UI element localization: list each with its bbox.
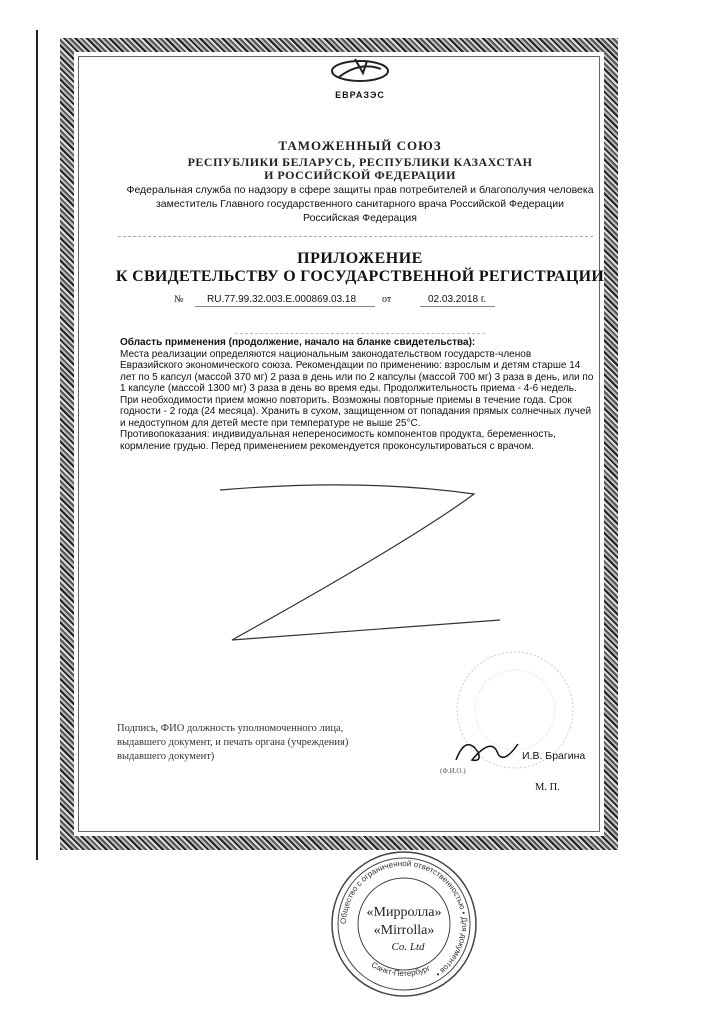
seal-label: М. П. bbox=[535, 782, 560, 793]
body-section bbox=[120, 337, 595, 452]
z-cancel-mark bbox=[212, 480, 502, 650]
body-paragraph: Места реализации определяются национальным законодательством государств-членов Евразийского экономического союза. Рекомендации по применению: взрослым и детям старше 14 лет по 5 капсул (массой 370 мг) 2 раза в день или по 2 капсулы (массой 700 мг) 3 раза в день, или по 1 капсуле (массой 1300 мг) 3 раза в день во время еды. Продолжительность приема - 4-6 недель. При необходимости прием можно повторить. Возможны повторные приемы в течение года. Срок годности - 2 года (24 месяца). Хранить в сухом, защищенном от попадания прямых солнечных лучей и недоступном для детей месте при температуре не выше 25°С. bbox=[120, 348, 594, 429]
header-republics: РЕСПУБЛИКИ БЕЛАРУСЬ, РЕСПУБЛИКИ КАЗАХСТАН bbox=[187, 155, 533, 169]
signature-caption: Подпись, ФИО должность уполномоченного лица, выдавшего документ, и печать органа (учреждения) выдавшего документ) bbox=[117, 723, 349, 762]
agency-line: Федеральная служба по надзору в сфере защиты прав потребителей и благополучия человека bbox=[126, 184, 594, 196]
reg-underline bbox=[420, 306, 495, 307]
divider bbox=[235, 333, 485, 334]
doc-title: ПРИЛОЖЕНИЕ bbox=[297, 250, 423, 267]
doc-subtitle: К СВИДЕТЕЛЬСТВУ О ГОСУДАРСТВЕННОЙ РЕГИСТРАЦИИ bbox=[115, 268, 605, 285]
stamp-name-en: «Mirrolla» bbox=[373, 923, 435, 938]
agency-block bbox=[80, 183, 640, 225]
header-union: ТАМОЖЕННЫЙ СОЮЗ bbox=[278, 138, 442, 153]
emblem-label: ЕВРАЗЭС bbox=[335, 90, 385, 100]
scan-edge-line bbox=[36, 30, 38, 860]
divider bbox=[118, 236, 593, 237]
stamp-bottom-text: Санкт-Петербург bbox=[369, 960, 432, 979]
header-russia: И РОССИЙСКОЙ ФЕДЕРАЦИИ bbox=[264, 168, 456, 182]
contraindications: Противопоказания: индивидуальная непереносимость компонентов продукта, беременность, кормление грудью. Перед применением рекомендуется проконсультироваться с врачом. bbox=[120, 429, 556, 452]
reg-date: 02.03.2018 г. bbox=[428, 294, 487, 305]
company-stamp bbox=[330, 850, 478, 998]
agency-line: Российская Федерация bbox=[303, 212, 417, 224]
reg-number: RU.77.99.32.003.Е.000869.03.18 bbox=[207, 294, 357, 305]
stamp-suffix: Co. Ltd bbox=[391, 941, 425, 953]
reg-date-label: от bbox=[382, 294, 392, 305]
signer-name: И.В. Брагина bbox=[522, 750, 586, 762]
agency-line: заместитель Главного государственного санитарного врача Российской Федерации bbox=[155, 198, 565, 210]
body-heading: Область применения (продолжение, начало на бланке свидетельства): bbox=[120, 337, 476, 348]
reg-underline bbox=[195, 306, 375, 307]
reg-number-label: № bbox=[174, 294, 184, 305]
stamp-outer-text: Общество с ограниченной ответственностью • Для документов • bbox=[338, 858, 470, 979]
fio-label: (Ф.И.О.) bbox=[440, 767, 466, 775]
stamp-name-ru: «Мирролла» bbox=[366, 905, 442, 920]
signature-scribble bbox=[452, 730, 522, 770]
